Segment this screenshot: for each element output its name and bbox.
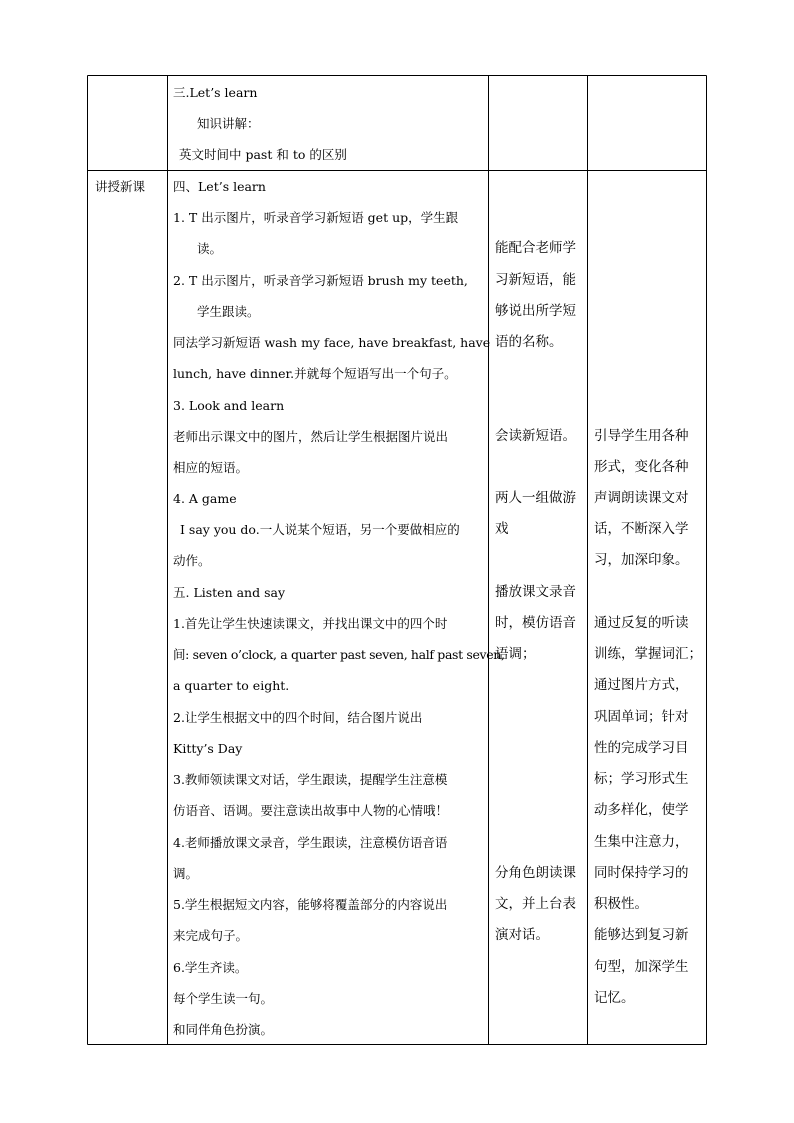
- text-line: 够说出所学短: [495, 303, 576, 319]
- text-line: 两人一组做游: [495, 490, 576, 506]
- text-line: 记忆。: [594, 990, 635, 1006]
- text-line: 形式，变化各种: [594, 459, 689, 475]
- text-line: 积极性。: [594, 896, 648, 912]
- text-line: 分角色朗读课: [495, 865, 576, 881]
- text-line: 巩固单词；针对: [594, 709, 689, 725]
- text-line: 生集中注意力，: [594, 834, 689, 850]
- text-line: 五. Listen and say: [173, 585, 286, 600]
- text-line: 3. Look and learn: [173, 398, 285, 413]
- text-line: 2.让学生根据文中的四个时间，结合图片说出: [173, 710, 423, 725]
- text-line: 同时保持学习的: [594, 865, 689, 881]
- text-line: 语调；: [495, 646, 536, 662]
- text-line: 性的完成学习目: [594, 740, 689, 756]
- text-line: 文，并上台表: [495, 896, 576, 912]
- text-line: 训练，掌握词汇；: [594, 646, 702, 662]
- text-line: 4. A game: [173, 491, 237, 506]
- text-line: 5.学生根据短文内容，能够将覆盖部分的内容说出: [173, 897, 448, 912]
- text-line: 和同伴角色扮演。: [173, 1022, 274, 1037]
- text-line: 播放课文录音: [495, 584, 576, 600]
- text-line: 通过图片方式，: [594, 677, 689, 693]
- text-line: 6.学生齐读。: [173, 960, 248, 975]
- text-line: 读。: [197, 241, 223, 256]
- text-line: 句型，加深学生: [594, 959, 689, 975]
- text-line: 标；学习形式生: [594, 771, 689, 787]
- text-line: 1.首先让学生快速读课文，并找出课文中的四个时: [173, 616, 448, 631]
- text-line: I say you do.一人说某个短语，另一个要做相应的: [180, 522, 460, 537]
- text-line: 四、Let’s learn: [173, 179, 266, 194]
- text-line: 学生跟读。: [197, 304, 260, 319]
- text-line: 来完成句子。: [173, 928, 249, 943]
- text-line: 仿语音、语调。要注意读出故事中人物的心情哦！: [173, 803, 449, 818]
- text-line: 调。: [173, 866, 199, 881]
- text-line: 习，加深印象。: [594, 552, 689, 568]
- text-line: 时，模仿语音: [495, 615, 576, 631]
- text-line: 声调朗读课文对: [594, 490, 689, 506]
- text-line: 动多样化，使学: [594, 802, 689, 818]
- text-line: 每个学生读一句。: [173, 991, 274, 1006]
- text-line: 同法学习新短语 wash my face, have breakfast, have: [173, 335, 491, 350]
- stage-label: 讲授新课: [95, 179, 146, 194]
- text-line: 2. T 出示图片，听录音学习新短语 brush my teeth,: [173, 273, 468, 288]
- text-line: 三.Let’s learn: [173, 85, 258, 100]
- text-line: 间: seven o’clock, a quarter past seven, half past seven,: [173, 647, 505, 662]
- text-line: 动作。: [173, 553, 211, 568]
- text-line: lunch, have dinner.并就每个短语写出一个句子。: [173, 366, 457, 381]
- text-line: 3.教师领读课文对话，学生跟读，提醒学生注意模: [173, 772, 448, 787]
- text-line: 戏: [495, 521, 509, 537]
- text-line: 习新短语，能: [495, 272, 576, 288]
- text-line: 知识讲解：: [197, 116, 260, 131]
- text-line: 语的名称。: [495, 334, 563, 350]
- text-line: 能配合老师学: [495, 240, 576, 256]
- text-line: 4.老师播放课文录音，学生跟读，注意模仿语音语: [173, 835, 448, 850]
- text-line: 话，不断深入学: [594, 521, 689, 537]
- text-line: 英文时间中 past 和 to 的区别: [179, 147, 347, 162]
- text-line: 引导学生用各种: [594, 428, 689, 444]
- text-line: 1. T 出示图片，听录音学习新短语 get up，学生跟: [173, 210, 459, 225]
- text-line: 会读新短语。: [495, 428, 576, 444]
- text-line: 能够达到复习新: [594, 927, 689, 943]
- text-line: 演对话。: [495, 927, 549, 943]
- text-line: 老师出示课文中的图片，然后让学生根据图片说出: [173, 429, 449, 444]
- text-line: 通过反复的听读: [594, 615, 689, 631]
- text-line: 相应的短语。: [173, 460, 249, 475]
- text-line: Kitty’s Day: [173, 741, 243, 756]
- text-line: a quarter to eight.: [173, 678, 290, 693]
